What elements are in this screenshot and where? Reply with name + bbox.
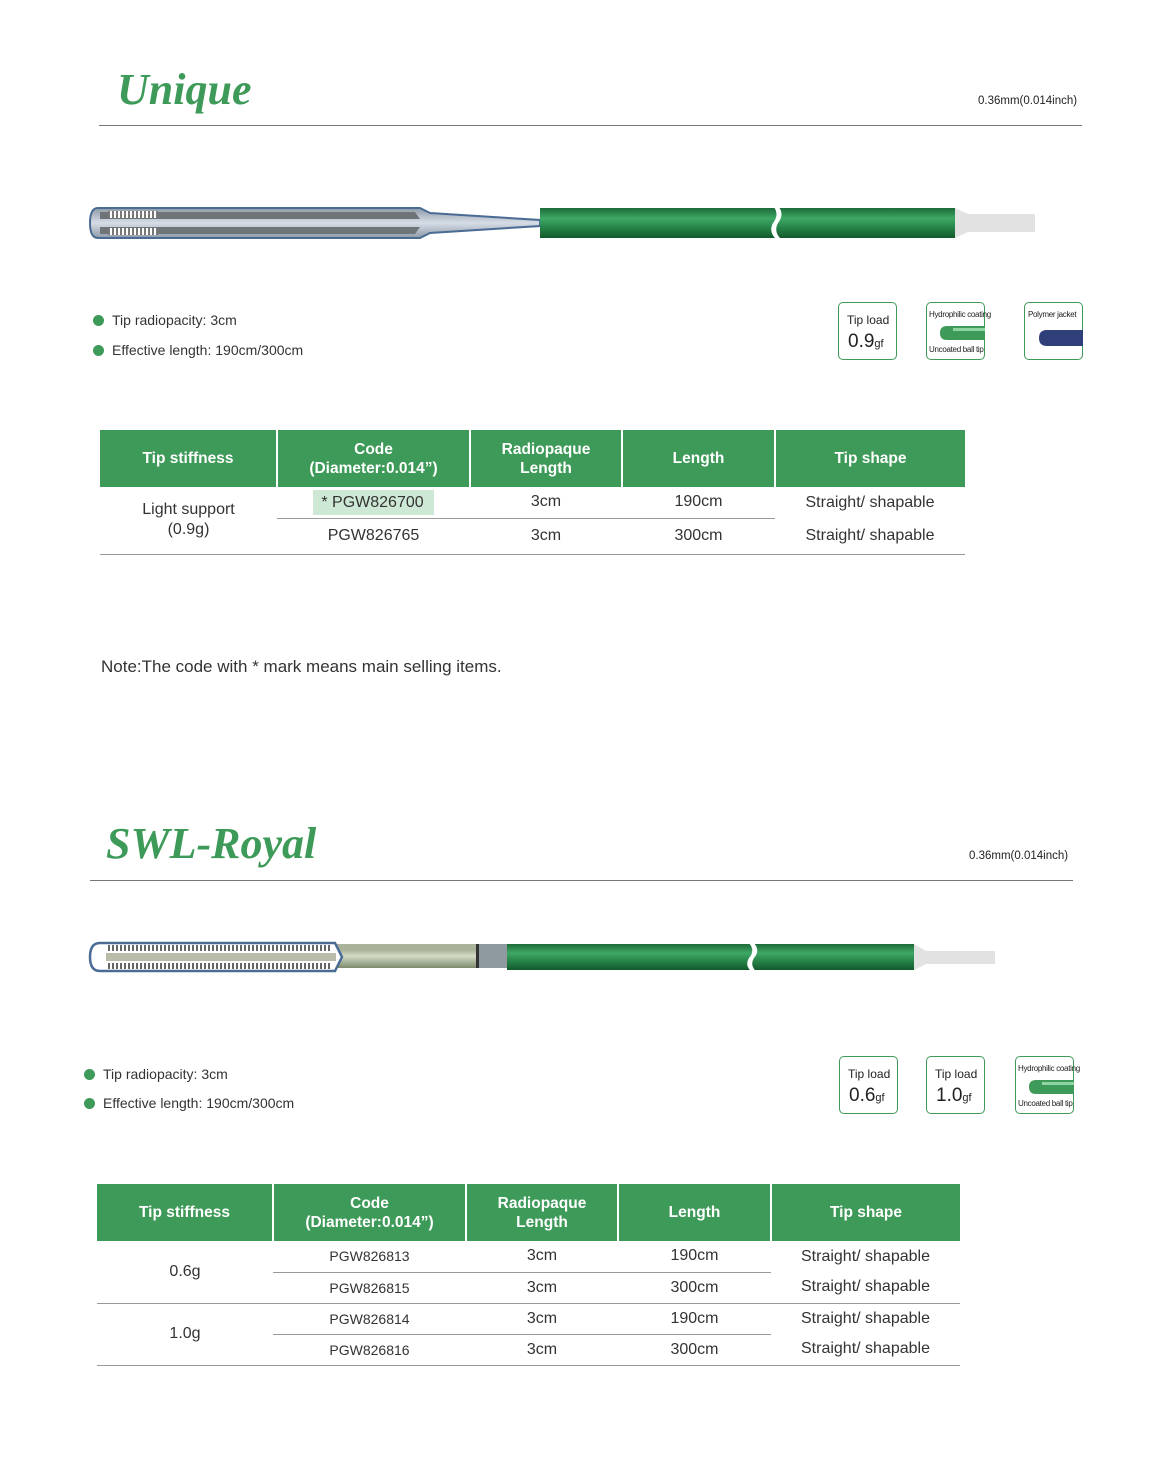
code-cell: PGW826815 [273,1272,466,1303]
length-cell: 190cm [618,1303,771,1334]
product-table-swl-royal [97,1184,960,1366]
spec-tip-radiopacity: Tip radiopacity : 3cm [84,1066,228,1082]
stiffness-cell: 0.6g [97,1241,273,1303]
length-cell: 190cm [618,1241,771,1272]
header-code: Code (Diameter:0.014”) [273,1184,466,1241]
length-cell: 190cm [622,487,775,518]
bullet-dot-icon [93,345,104,356]
header-tip-shape: Tip shape [771,1184,960,1241]
coated-tip-icon [1028,1079,1074,1095]
header-tip-stiffness: Tip stiffness [97,1184,273,1241]
shape-cell: Straight/ shapable [805,493,935,511]
table-row [97,1241,960,1272]
header-radiopaque-length: Radiopaque Length [466,1184,618,1241]
header-radiopaque-length: Radiopaque Length [470,430,622,487]
footnote: Note:The code with * mark means main selling items. [101,657,502,676]
code-cell [277,487,470,518]
tip-load-badge: Tip load 1.0gf [926,1056,985,1114]
table-row [97,1303,960,1334]
main-selling-highlight: * PGW826700 [313,490,433,515]
shape-cell: Straight/ shapable [775,518,965,554]
shape-cell: Straight/ shapable [771,1334,960,1365]
code-cell: PGW826765 [277,518,470,554]
code-cell: PGW826814 [273,1303,466,1334]
hydrophilic-coating-badge: Hydrophilic coating Uncoated ball tip [926,302,985,360]
header-tip-stiffness: Tip stiffness [100,430,277,487]
table-header-row [100,430,965,487]
coated-tip-icon [939,325,985,341]
shape-cell: Straight/ shapable [801,1247,930,1265]
spec-effective-length: Effective length : 190cm/300cm [93,342,303,358]
header-code: Code (Diameter:0.014”) [277,430,470,487]
guidewire-illustration-unique [80,190,1050,254]
radiopaque-cell: 3cm [466,1303,618,1334]
tip-load-badge: Tip load 0.9gf [838,302,897,360]
radiopaque-cell: 3cm [466,1272,618,1303]
polymer-jacket-badge: Polymer jacket [1024,302,1083,360]
diameter-label: 0.36mm(0.014inch) [978,95,1078,107]
stiffness-cell: Light support (0.9g) [100,487,277,554]
spec-effective-length: Effective length : 190cm/300cm [84,1095,294,1111]
radiopaque-cell: 3cm [466,1334,618,1365]
length-cell: 300cm [622,518,775,554]
product-title-swl-royal: SWL-Royal [106,819,317,868]
code-cell: PGW826813 [273,1241,466,1272]
radiopaque-cell: 3cm [470,487,622,518]
bullet-dot-icon [84,1098,95,1109]
stiffness-cell: 1.0g [97,1303,273,1365]
table-row [100,487,965,518]
bullet-dot-icon [84,1069,95,1080]
header-length: Length [618,1184,771,1241]
diameter-label: 0.36mm(0.014inch) [969,850,1069,862]
header-length: Length [622,430,775,487]
length-cell: 300cm [618,1272,771,1303]
radiopaque-cell: 3cm [470,518,622,554]
code-cell: PGW826816 [273,1334,466,1365]
shape-cell: Straight/ shapable [801,1309,930,1327]
hydrophilic-coating-badge: Hydrophilic coating Uncoated ball tip [1015,1056,1074,1114]
product-title-unique: Unique [117,65,252,114]
guidewire-illustration-swl-royal [80,930,1010,980]
bullet-dot-icon [93,315,104,326]
product-table-unique [100,430,965,555]
table-header-row [97,1184,960,1241]
polymer-jacket-icon [1038,329,1083,347]
tip-load-badge: Tip load 0.6gf [839,1056,898,1114]
header-tip-shape: Tip shape [775,430,965,487]
spec-tip-radiopacity: Tip radiopacity : 3cm [93,312,237,328]
section-divider [90,880,1073,881]
length-cell: 300cm [618,1334,771,1365]
radiopaque-cell: 3cm [466,1241,618,1272]
section-divider [99,125,1082,126]
shape-cell: Straight/ shapable [771,1272,960,1303]
